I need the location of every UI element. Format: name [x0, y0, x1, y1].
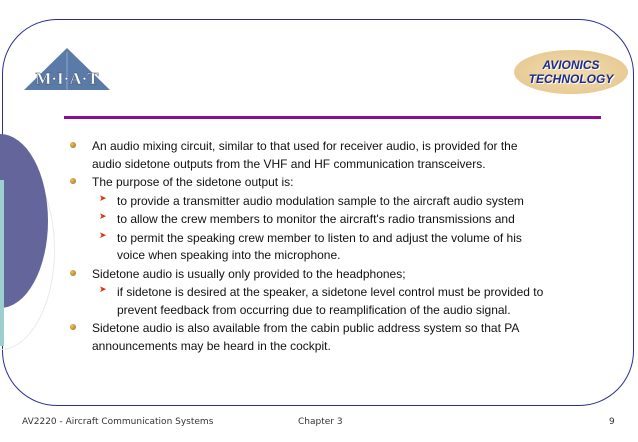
title-divider — [64, 116, 601, 119]
svg-text:M·I·A·T: M·I·A·T — [35, 69, 99, 88]
bullet-dot-icon — [70, 270, 76, 276]
bullet-text-line: to permit the speaking crew member to listen to and adjust the volume of his — [117, 230, 522, 245]
bullet-text-line: Sidetone audio is also available from the cabin public address system so that PA — [92, 321, 520, 335]
bullet-text-line: announcements may be heard in the cockpit. — [92, 338, 331, 353]
decorative-teal-bar — [0, 180, 4, 346]
bullet-dot-icon — [70, 142, 76, 148]
bullet-text-line: to allow the crew members to monitor the aircraft's radio transmissions and — [117, 212, 515, 226]
footer-page-number: 9 — [609, 417, 615, 427]
arrow-bullet-icon: ➤ — [99, 285, 107, 295]
bullet-text-line: to provide a transmitter audio modulation sample to the aircraft audio system — [117, 193, 524, 208]
bullet-text-line: voice when speaking into the microphone. — [117, 248, 341, 262]
bullet-text-line: The purpose of the sidetone output is: — [92, 175, 294, 189]
bullet-text-line: Sidetone audio is usually only provided to the headphones; — [92, 266, 406, 281]
bullet-text-line: if sidetone is desired at the speaker, a sidetone level control must be provided to — [117, 285, 544, 299]
bullet-dot-icon — [70, 178, 76, 184]
avionics-technology-badge — [514, 50, 628, 94]
bullet-text-line: prevent feedback from occurring due to reamplification of the audio signal. — [117, 302, 511, 317]
arrow-bullet-icon: ➤ — [99, 212, 107, 222]
arrow-bullet-icon: ➤ — [99, 230, 107, 241]
footer-chapter: Chapter 3 — [298, 417, 343, 427]
bullet-text-line: An audio mixing circuit, similar to that used for receiver audio, is provided for the — [92, 139, 518, 153]
miat-logo — [22, 46, 112, 91]
badge-line-2: TECHNOLOGY — [528, 72, 614, 86]
badge-line-1: AVIONICS — [542, 58, 600, 72]
bullet-dot-icon — [70, 324, 76, 330]
arrow-bullet-icon: ➤ — [99, 193, 107, 204]
bullet-text-line: audio sidetone outputs from the VHF and HF communication transceivers. — [92, 156, 486, 171]
footer-course: AV2220 - Aircraft Communication Systems — [22, 417, 214, 427]
